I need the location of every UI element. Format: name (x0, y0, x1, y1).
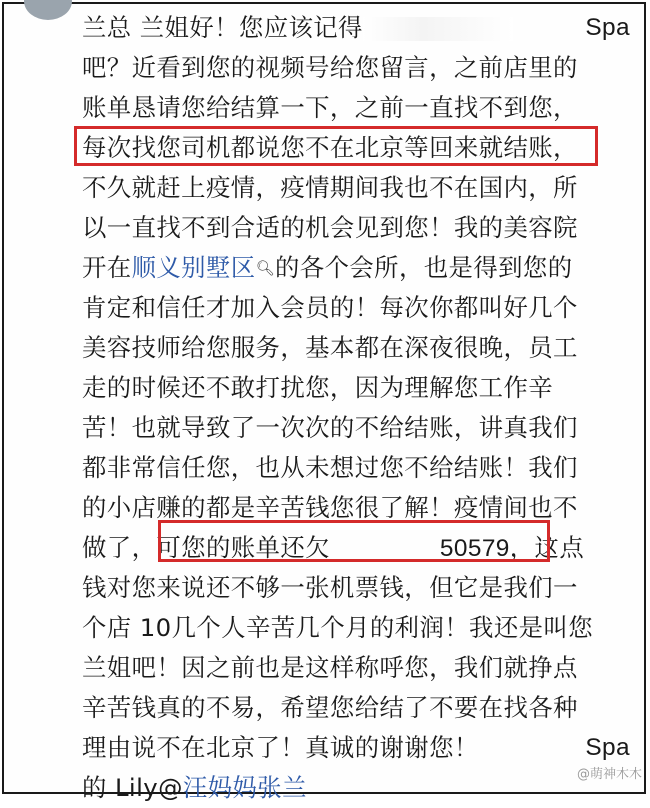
line-text: 肯定和信任才加入会员的！每次你都叫好几个 (82, 293, 578, 322)
line-text: 都非常信任您，也从未想过您不给结账！我们 (82, 453, 578, 482)
line-text: 的小店赚的都是辛苦钱您很了解！疫情间也不 (82, 493, 578, 522)
watermark: @萌神木木 (576, 767, 642, 782)
line-text: ， (553, 133, 578, 162)
line-text: 个店 10几个人辛苦几个月的利润！我还是叫您 (82, 613, 594, 642)
line-text: 吧？近看到您的视频号给您留言，之前店里的 (82, 53, 578, 82)
line-text: 的 Lily@ (82, 773, 183, 802)
comment-line-3 (82, 88, 642, 128)
search-icon[interactable]: 🔍︎ (255, 259, 276, 277)
line-text: 兰姐吧！因之前也是这样称呼您，我们就挣点 (82, 653, 578, 682)
line-text: 以一直找不到合适的机会见到您！我的美容院 (82, 213, 578, 242)
line-text: 理由说不在北京了！真诚的谢谢您！ (82, 733, 479, 762)
location-link[interactable]: 顺义别墅区 (131, 253, 256, 282)
line-text: 辛苦钱真的不易，希望您给结了不要在找各种 (82, 693, 578, 722)
line-text: 做了， (82, 533, 157, 562)
spa-text: Spa (585, 14, 630, 41)
line-text: ，这点 (509, 533, 585, 562)
comment-line-10 (82, 368, 642, 408)
comment-line-9 (82, 328, 642, 368)
mention-link[interactable]: 汪妈妈张兰 (182, 773, 307, 802)
comment-line-18 (82, 688, 642, 728)
comment-line-19 (82, 728, 642, 768)
line-text: 开在 (82, 253, 132, 282)
comment-line-16 (82, 608, 642, 648)
comment-line-7 (82, 248, 642, 288)
comment-line-17 (82, 648, 642, 688)
redacted-text (363, 17, 513, 41)
line-text: 账单恳请您给结算一下，之前一直找不到您， (82, 93, 578, 122)
line-text: 走的时候还不敢打扰您，因为理解您工作辛 (82, 373, 554, 402)
debt-amount: 50579 (439, 535, 510, 562)
line-text: 的各个会所，也是得到您的 (275, 253, 573, 282)
line-text: 钱对您来说还不够一张机票钱，但它是我们一 (82, 573, 578, 602)
comment-line-20 (82, 768, 642, 808)
comment-line-11 (82, 408, 642, 448)
line-text: 不久就赶上疫情，疫情期间我也不在国内，所 (82, 173, 578, 202)
comment-line-8 (82, 288, 642, 328)
comment-line-2 (82, 48, 642, 88)
comment-line-5 (82, 168, 642, 208)
highlight-box-driver (74, 126, 598, 166)
comment-line-15 (82, 568, 642, 608)
comment-line-12 (82, 448, 642, 488)
highlight-box-amount (158, 520, 550, 562)
line-text: 美容技师给您服务，基本都在深夜很晚，员工 (82, 333, 578, 362)
line-text: 兰总 兰姐好！您应该记得 (82, 13, 363, 42)
comment-line-6 (82, 208, 642, 248)
line-text: 苦！也就导致了一次次的不给结账，讲真我们 (82, 413, 578, 442)
spa-text: Spa (585, 734, 630, 761)
avatar (24, 0, 72, 20)
highlighted-text: 可您的账单还欠 (156, 533, 330, 562)
highlighted-text: 每次找您司机都说您不在北京等回来就结账 (82, 133, 554, 162)
comment-line-1 (82, 8, 642, 48)
